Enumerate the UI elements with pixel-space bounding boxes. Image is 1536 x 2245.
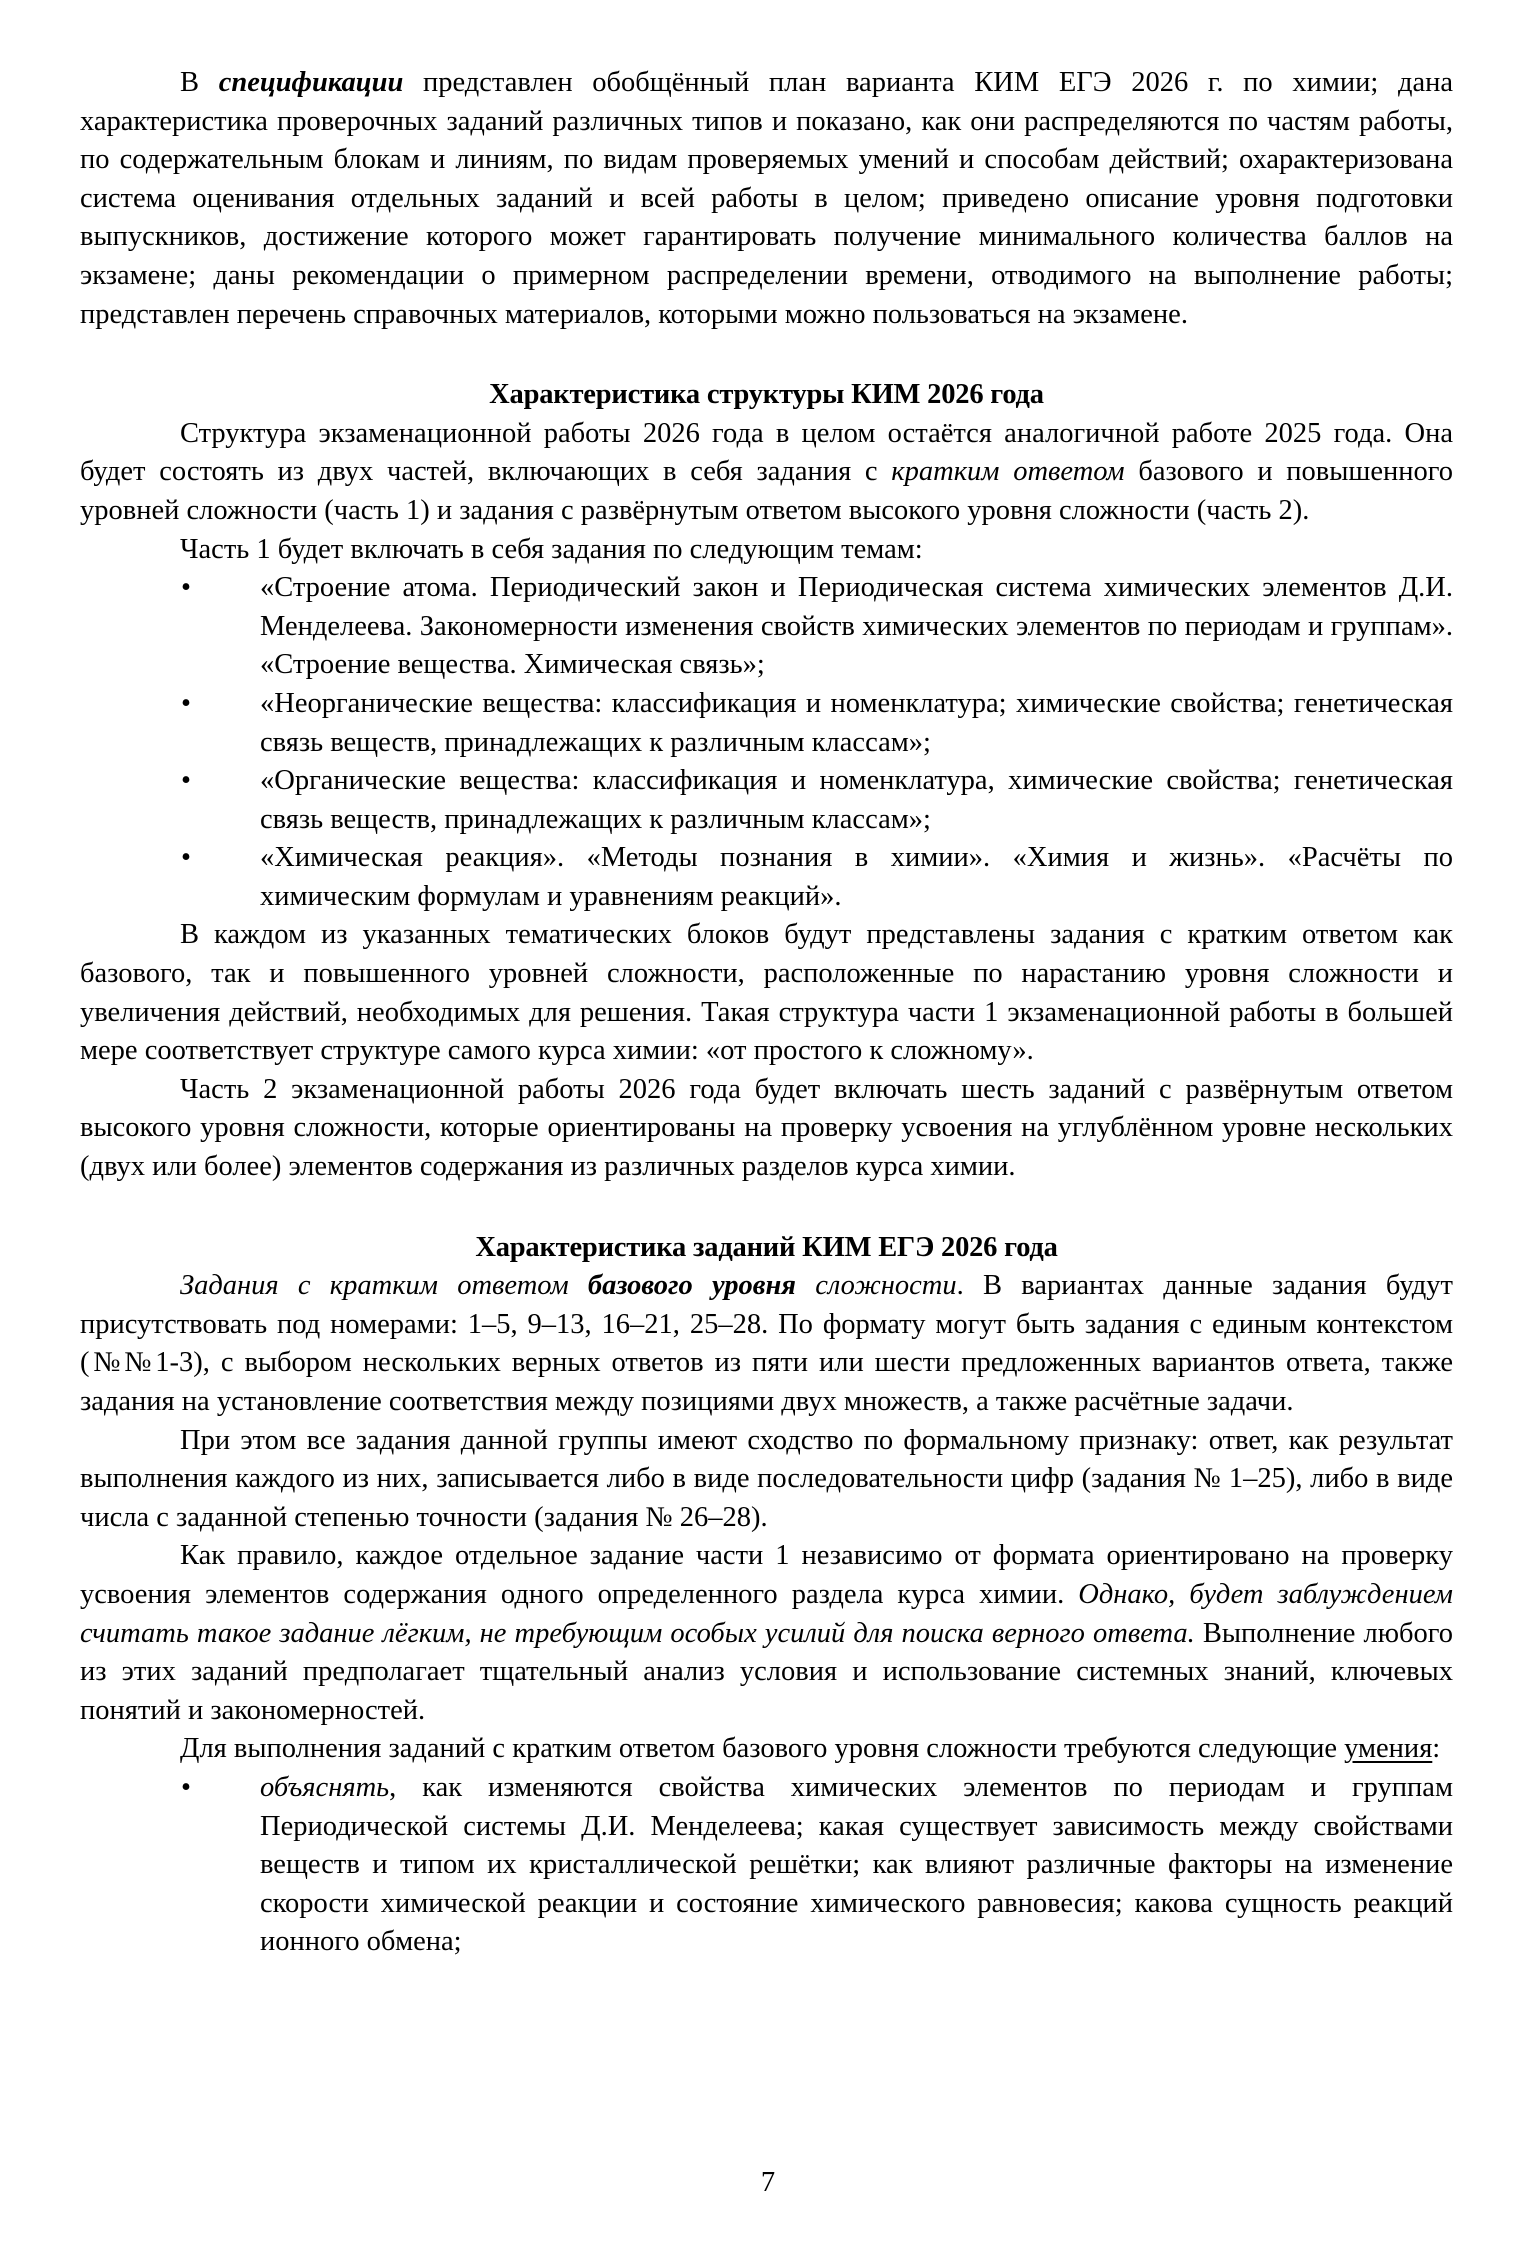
emphasis-text: Однако, будет заблуждением считать такое задание лёгким, не требующим особых усилий для поиска верного ответа.: [80, 1578, 1453, 1649]
complexity-label: сложности: [796, 1270, 957, 1302]
short-answer-term: кратким ответом: [891, 456, 1125, 488]
skills-term: умения: [1344, 1733, 1433, 1765]
analysis-paragraph: [80, 1537, 1453, 1730]
paragraph-text: :: [1432, 1733, 1441, 1765]
list-item-text: , как изменяются свойства химических элементов по периодам и группам Периодической системы Д.И. Менделеева; какая существует зависимость между свойствами веществ и типом их кристаллической решётки; как влияют различные факторы на изменение скорости химической реакции и состояние химического равновесия; какова сущность реакций ионного обмена;: [260, 1771, 1453, 1958]
basic-level-paragraph: [80, 1267, 1453, 1421]
intro-text: В: [180, 67, 219, 98]
bullet-icon: •: [181, 572, 191, 604]
part1-intro-paragraph: Часть 1 будет включать в себя задания по следующим темам:: [180, 533, 923, 565]
short-answer-label: Задания с кратким ответом: [180, 1270, 588, 1302]
bullet-icon: •: [181, 765, 191, 797]
paragraph-text: . В вариантах данные задания будут присутствовать под номерами: 1–5, 9–13, 16–21, 25–28. По формату могут быть задания с единым контекстом (№№1-3), с выбором нескольких верных ответов из пяти или шести предложенных вариантов ответа, также задания на установление соответствия между позициями двух множеств, а также расчётные задачи.: [80, 1270, 1453, 1417]
list-item-text: «Органические вещества: классификация и номенклатура, химические свойства; генетическая связь веществ, принадлежащих к различным классам»;: [260, 765, 1453, 835]
list-item-text: «Строение атома. Периодический закон и Периодическая система химических элементов Д.И. Менделеева. Закономерности изменения свойств химических элементов по периодам и группам». «Строение вещества. Химическая связь»;: [260, 572, 1453, 681]
section-heading-structure: Характеристика структуры КИМ 2026 года: [489, 379, 1044, 411]
basic-level-term: базового уровня: [587, 1270, 796, 1302]
list-item: [80, 1769, 1453, 1962]
section-heading-tasks: Характеристика заданий КИМ ЕГЭ 2026 года: [475, 1231, 1058, 1263]
page-body: [80, 64, 1453, 1962]
paragraph-text: Выполнение любого из этих заданий предполагает тщательный анализ условия и использование системных знаний, ключевых понятий и закономерностей.: [80, 1617, 1453, 1726]
bullet-icon: •: [181, 687, 191, 719]
list-item: [80, 762, 1453, 839]
paragraph-text: базового и повышенного уровней сложности (часть 1) и задания с развёрнутым ответом высокого уровня сложности (часть 2).: [80, 456, 1453, 526]
list-item-text: «Неорганические вещества: классификация и номенклатура; химические свойства; генетическая связь веществ, принадлежащих к различным классам»;: [260, 687, 1453, 758]
skills-intro-paragraph: [80, 1730, 1453, 1769]
list-item: [80, 569, 1453, 685]
skills-list: [80, 1769, 1453, 1962]
structure-paragraph: [80, 415, 1453, 531]
list-item: [80, 685, 1453, 762]
bullet-icon: •: [181, 842, 191, 874]
topics-list: [80, 569, 1453, 916]
paragraph-text: Структура экзаменационной работы 2026 года в целом остаётся аналогичной работе 2025 года. Она будет состоять из двух частей, включающих в себя задания с: [80, 417, 1453, 488]
paragraph-text: Для выполнения заданий с кратким ответом базового уровня сложности требуются следующие: [180, 1733, 1345, 1765]
intro-text: представлен обобщённый план варианта КИМ ЕГЭ 2026 г. по химии; дана характеристика проверочных заданий различных типов и показано, как они распределяются по частям работы, по содержательным блокам и линиям, по видам проверяемых умений и способам действий; охарактеризована система оценивания отдельных заданий и всей работы в целом; приведено описание уровня подготовки выпускников, достижение которого может гарантировать получение минимального количества баллов на экзамене; даны рекомендации о примерном распределении времени, отводимого на выполнение работы; представлен перечень справочных материалов, которыми можно пользоваться на экзамене.: [80, 67, 1453, 330]
list-item-text: «Химическая реакция». «Методы познания в химии». «Химия и жизнь». «Расчёты по химическим формулам и уравнениям реакций».: [260, 842, 1453, 912]
thematic-blocks-paragraph: В каждом из указанных тематических блоков будут представлены задания с кратким ответом как базового, так и повышенного уровней сложности, расположенные по нарастанию уровня сложности и увеличения действий, необходимых для решения. Такая структура части 1 экзаменационной работы в большей мере соответствует структуре самого курса химии: «от простого к сложному».: [80, 919, 1453, 1067]
paragraph-text: Как правило, каждое отдельное задание части 1 независимо от формата ориентировано на проверку усвоения элементов содержания одного определенного раздела курса химии.: [80, 1540, 1453, 1610]
page-number: 7: [760, 2167, 776, 2198]
bullet-icon: •: [181, 1771, 191, 1803]
skill-verb: объяснять: [260, 1771, 390, 1803]
intro-paragraph: [80, 64, 1453, 334]
list-item: [80, 839, 1453, 916]
answer-format-paragraph: При этом все задания данной группы имеют сходство по формальному признаку: ответ, как результат выполнения каждого из них, записывается либо в виде последовательности цифр (задания № 1–25), либо в виде числа с заданной степенью точности (задания № 26–28).: [80, 1424, 1453, 1533]
specification-term: спецификации: [218, 67, 404, 98]
part2-paragraph: Часть 2 экзаменационной работы 2026 года будет включать шесть заданий с развёрнутым ответом высокого уровня сложности, которые ориентированы на проверку усвоения на углублённом уровне нескольких (двух или более) элементов содержания из различных разделов курса химии.: [80, 1073, 1453, 1183]
